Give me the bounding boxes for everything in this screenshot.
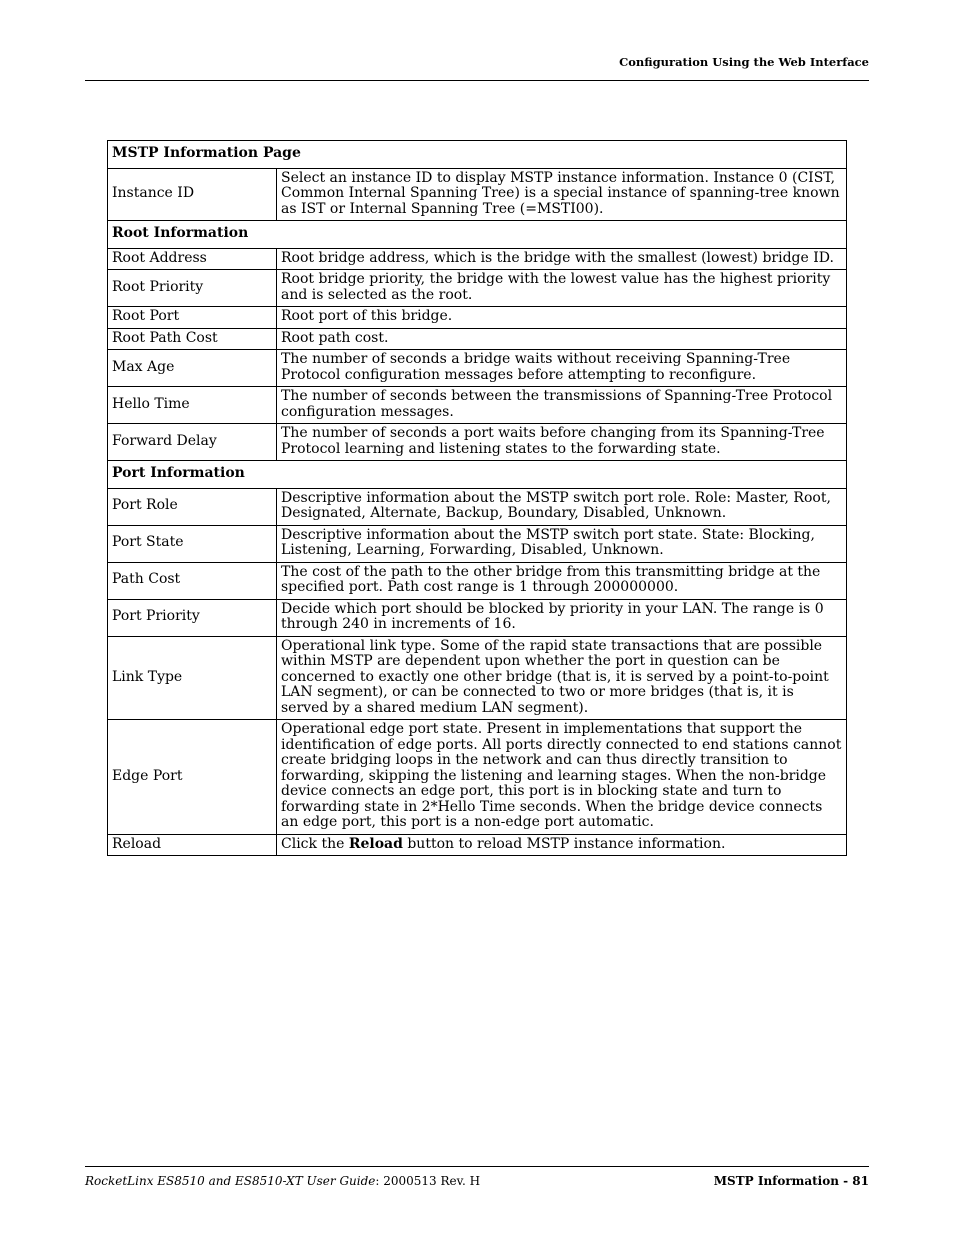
- table-row: [108, 248, 847, 270]
- field-name-cell: Root Port: [108, 307, 277, 329]
- field-name-cell: Port Priority: [108, 599, 277, 636]
- table-row: [108, 270, 847, 307]
- field-description-cell: Decide which port should be blocked by priority in your LAN. The range is 0 through 240 in increments of 16.: [277, 599, 847, 636]
- field-name-cell: Reload: [108, 834, 277, 856]
- field-description-cell: Root bridge priority, the bridge with the lowest value has the highest priority and is selected as the root.: [277, 270, 847, 307]
- field-name-cell: Hello Time: [108, 387, 277, 424]
- footer-part-number: : 2000513 Rev. H: [375, 1174, 481, 1188]
- table-row: [108, 720, 847, 835]
- table-row: [108, 599, 847, 636]
- section-title: Port Information: [108, 461, 847, 489]
- section-header-row: [108, 221, 847, 249]
- table-row: [108, 636, 847, 720]
- field-description-cell: Descriptive information about the MSTP switch port role. Role: Master, Root, Designated, Alternate, Backup, Boundary, Disabled, Unknown.: [277, 488, 847, 525]
- table-row: [108, 834, 847, 856]
- table-row: [108, 387, 847, 424]
- field-name-cell: Edge Port: [108, 720, 277, 835]
- field-name-cell: Root Path Cost: [108, 328, 277, 350]
- table-row: [108, 307, 847, 329]
- table-row: [108, 328, 847, 350]
- footer-guide-name: RocketLinx ES8510 and ES8510-XT User Guide: [85, 1174, 376, 1188]
- section-title: MSTP Information Page: [108, 141, 847, 169]
- field-description-cell: The number of seconds a port waits before changing from its Spanning-Tree Protocol learning and listening states to the forwarding state.: [277, 424, 847, 461]
- reload-button-reference: Reload: [348, 835, 403, 852]
- field-description-cell: Root path cost.: [277, 328, 847, 350]
- field-description-cell: Root port of this bridge.: [277, 307, 847, 329]
- field-name-cell: Path Cost: [108, 562, 277, 599]
- field-description-cell: Operational edge port state. Present in implementations that support the identification of edge ports. All ports directly connected to end stations cannot create bridging loops in the network and can thus directly transition to forwarding, skipping the listening and learning stages. When the non-bridge device connects an edge port, this port is in blocking state and turn to forwarding state in 2*Hello Time seconds. When the bridge device connects an edge port, this port is a non-edge port automatic.: [277, 720, 847, 835]
- table-row: [108, 424, 847, 461]
- description-text: Click the: [281, 835, 349, 852]
- field-name-cell: Port Role: [108, 488, 277, 525]
- field-description-cell: Select an instance ID to display MSTP instance information. Instance 0 (CIST, Common Internal Spanning Tree) is a special instance of spanning-tree known as IST or Internal Spanning Tree (=MSTI00).: [277, 168, 847, 221]
- field-name-cell: Max Age: [108, 350, 277, 387]
- mstp-information-table: [107, 140, 847, 856]
- field-name-cell: Link Type: [108, 636, 277, 720]
- field-name-cell: Root Priority: [108, 270, 277, 307]
- table-row: [108, 525, 847, 562]
- field-name-cell: Forward Delay: [108, 424, 277, 461]
- footer-divider: [85, 1166, 869, 1167]
- section-header-row: [108, 461, 847, 489]
- footer-page-number: MSTP Information - 81: [713, 1174, 869, 1188]
- field-description-cell: The number of seconds a bridge waits without receiving Spanning-Tree Protocol configuration messages before attempting to reconfigure.: [277, 350, 847, 387]
- table-row: [108, 562, 847, 599]
- table-body: [108, 141, 847, 856]
- field-description-cell: [277, 834, 847, 856]
- field-name-cell: Port State: [108, 525, 277, 562]
- description-text: button to reload MSTP instance information.: [402, 835, 726, 852]
- field-name-cell: Instance ID: [108, 168, 277, 221]
- table-row: [108, 350, 847, 387]
- footer-document-title: [85, 1174, 480, 1188]
- section-title: Root Information: [108, 221, 847, 249]
- table-row: [108, 168, 847, 221]
- header-divider: [85, 80, 869, 81]
- section-header-row: [108, 141, 847, 169]
- table-row: [108, 488, 847, 525]
- field-description-cell: Root bridge address, which is the bridge with the smallest (lowest) bridge ID.: [277, 248, 847, 270]
- running-header: Configuration Using the Web Interface: [619, 55, 869, 69]
- field-name-cell: Root Address: [108, 248, 277, 270]
- field-description-cell: The number of seconds between the transmissions of Spanning-Tree Protocol configuration messages.: [277, 387, 847, 424]
- field-description-cell: Descriptive information about the MSTP switch port state. State: Blocking, Listening, Learning, Forwarding, Disabled, Unknown.: [277, 525, 847, 562]
- field-description-cell: The cost of the path to the other bridge from this transmitting bridge at the specified port. Path cost range is 1 through 200000000.: [277, 562, 847, 599]
- field-description-cell: Operational link type. Some of the rapid state transactions that are possible within MSTP are dependent upon whether the port in question can be concerned to exactly one other bridge (that is, it is served by a point-to-point LAN segment), or can be connected to two or more bridges (that is, it is served by a shared medium LAN segment).: [277, 636, 847, 720]
